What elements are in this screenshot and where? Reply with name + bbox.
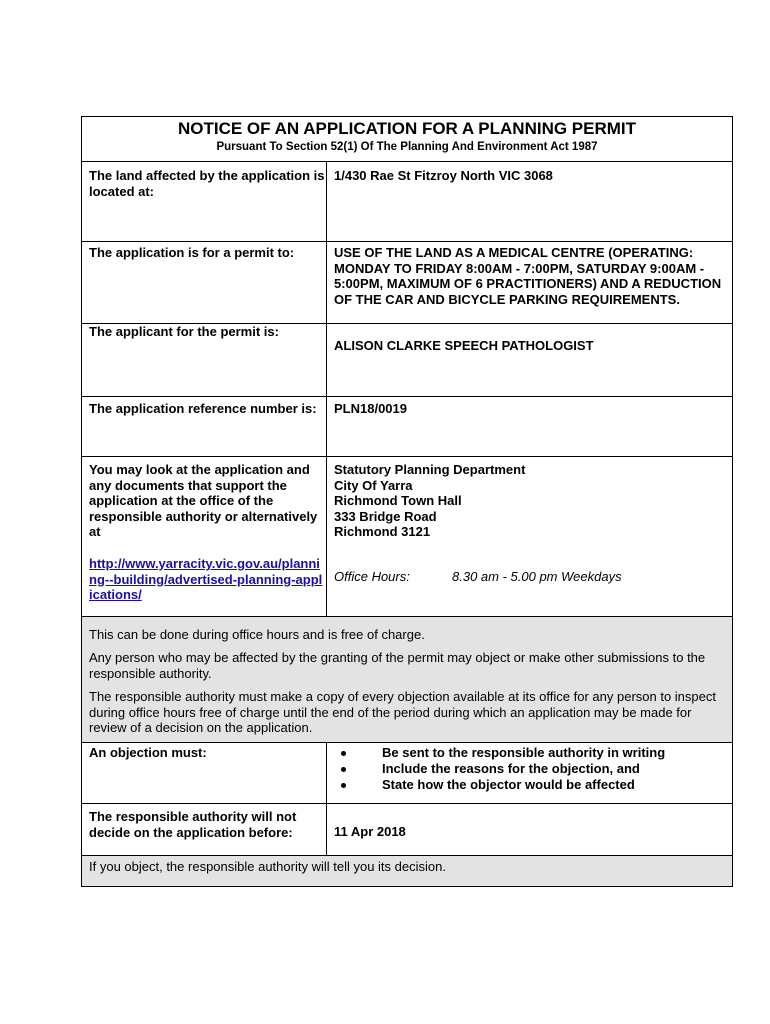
address-line: City Of Yarra	[334, 477, 413, 493]
decision-date: 11 Apr 2018	[334, 824, 406, 839]
land-label: The land affected by the application is located at:	[89, 168, 325, 199]
objection-item: State how the objector would be affected	[334, 777, 726, 793]
inspection-label: You may look at the application and any documents that support the application at the office of the responsible authority or alternatively at	[89, 462, 318, 540]
notice-title: NOTICE OF AN APPLICATION FOR A PLANNING PERMIT	[177, 119, 637, 138]
objection-item: Be sent to the responsible authority in writing	[334, 745, 726, 761]
divider-info	[82, 742, 732, 743]
reference-number: PLN18/0019	[334, 401, 407, 416]
bullet-icon	[341, 751, 346, 756]
applicant-label: The applicant for the permit is:	[89, 324, 279, 339]
address-line: Richmond Town Hall	[334, 493, 462, 509]
divider-reference	[82, 456, 732, 457]
info-paragraph: Any person who may be affected by the granting of the permit may object or make other submissions to the responsible authority.	[89, 650, 706, 681]
column-divider-top	[326, 161, 327, 616]
objection-item: Include the reasons for the objection, and	[334, 761, 726, 777]
applicant-name: ALISON CLARKE SPEECH PATHOLOGIST	[334, 338, 594, 353]
info-paragraph: This can be done during office hours and is free of charge.	[89, 627, 425, 642]
planning-applications-link-wrap	[89, 556, 325, 603]
reference-label: The application reference number is:	[89, 401, 317, 416]
office-hours-value: 8.30 am - 5.00 pm Weekdays	[452, 569, 622, 584]
land-address: 1/430 Rae St Fitzroy North VIC 3068	[334, 168, 553, 183]
purpose-label: The application is for a permit to:	[89, 245, 295, 260]
bullet-icon	[341, 783, 346, 788]
address-line: Richmond 3121	[334, 524, 431, 540]
office-hours	[334, 569, 724, 585]
bullet-icon	[341, 767, 346, 772]
office-hours-label: Office Hours:	[334, 569, 410, 584]
info-paragraph: The responsible authority must make a copy of every objection available at its office for any person to inspect during office hours free of charge until the end of the period during which an application may be made for review of a decision on the application.	[89, 689, 716, 736]
objection-requirements	[334, 745, 726, 794]
objection-label: An objection must:	[89, 745, 207, 760]
address-line: 333 Bridge Road	[334, 508, 437, 524]
divider-objection	[82, 803, 732, 804]
address-line: Statutory Planning Department	[334, 462, 526, 477]
divider-header	[82, 161, 732, 162]
divider-land	[82, 241, 732, 242]
decision-label: The responsible authority will not decide on the application before:	[89, 809, 297, 840]
divider-applicant	[82, 396, 732, 397]
planning-applications-link[interactable]: http://www.yarracity.vic.gov.au/planning--building/advertised-planning-applications/	[89, 556, 323, 603]
notice-subtitle: Pursuant To Section 52(1) Of The Planning And Environment Act 1987	[216, 141, 598, 153]
planning-permit-notice	[81, 116, 733, 887]
purpose-value: USE OF THE LAND AS A MEDICAL CENTRE (OPERATING: MONDAY TO FRIDAY 8:00AM - 7:00PM, SATURDAY 9:00AM - 5:00PM, MAXIMUM OF 6 PRACTITIONERS) AND A REDUCTION OF THE CAR AND BICYCLE PARKING REQUIREMENTS.	[334, 245, 722, 307]
objection-list	[334, 745, 726, 794]
office-address	[334, 462, 724, 540]
column-divider-bottom	[326, 742, 327, 855]
footer-note: If you object, the responsible authority will tell you its decision.	[89, 859, 446, 874]
